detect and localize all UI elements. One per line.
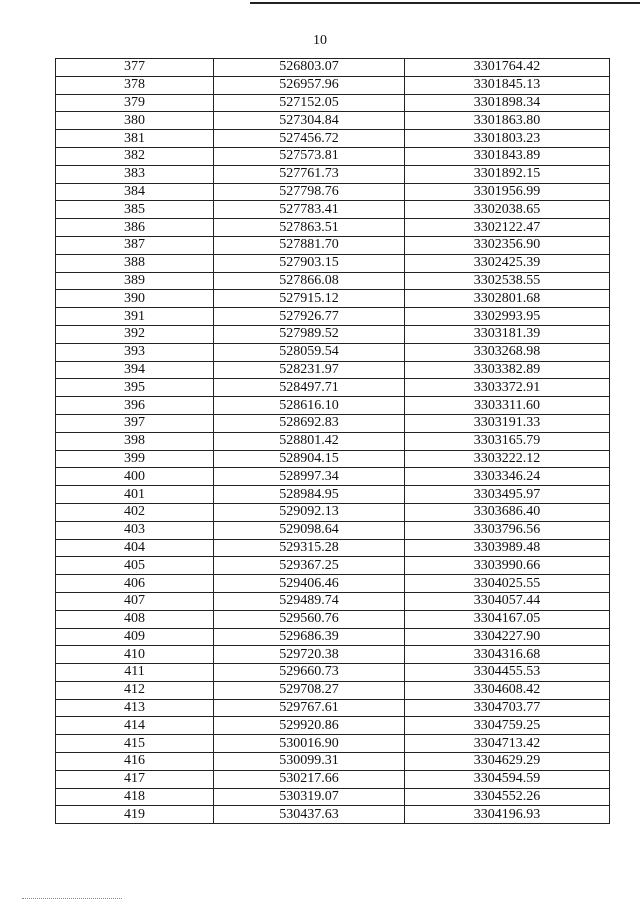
y-coordinate-cell: 3302425.39 [405, 254, 610, 272]
y-coordinate-cell: 3304455.53 [405, 664, 610, 682]
x-coordinate-cell: 529560.76 [214, 610, 405, 628]
x-coordinate-cell: 526803.07 [214, 59, 405, 77]
point-number-cell: 390 [56, 290, 214, 308]
table-row [56, 681, 610, 699]
coordinates-table-body [56, 59, 610, 824]
table-row [56, 219, 610, 237]
x-coordinate-cell: 527152.05 [214, 94, 405, 112]
y-coordinate-cell: 3303222.12 [405, 450, 610, 468]
x-coordinate-cell: 528231.97 [214, 361, 405, 379]
x-coordinate-cell: 529406.46 [214, 575, 405, 593]
point-number-cell: 385 [56, 201, 214, 219]
point-number-cell: 396 [56, 397, 214, 415]
table-row [56, 539, 610, 557]
y-coordinate-cell: 3304552.26 [405, 788, 610, 806]
point-number-cell: 411 [56, 664, 214, 682]
x-coordinate-cell: 529367.25 [214, 557, 405, 575]
point-number-cell: 416 [56, 753, 214, 771]
point-number-cell: 379 [56, 94, 214, 112]
point-number-cell: 399 [56, 450, 214, 468]
point-number-cell: 415 [56, 735, 214, 753]
x-coordinate-cell: 530437.63 [214, 806, 405, 824]
point-number-cell: 417 [56, 770, 214, 788]
table-row [56, 147, 610, 165]
y-coordinate-cell: 3303268.98 [405, 343, 610, 361]
table-row [56, 397, 610, 415]
y-coordinate-cell: 3303382.89 [405, 361, 610, 379]
y-coordinate-cell: 3302538.55 [405, 272, 610, 290]
x-coordinate-cell: 530016.90 [214, 735, 405, 753]
y-coordinate-cell: 3301956.99 [405, 183, 610, 201]
point-number-cell: 378 [56, 76, 214, 94]
point-number-cell: 388 [56, 254, 214, 272]
point-number-cell: 404 [56, 539, 214, 557]
table-row [56, 112, 610, 130]
y-coordinate-cell: 3301898.34 [405, 94, 610, 112]
y-coordinate-cell: 3303686.40 [405, 503, 610, 521]
x-coordinate-cell: 530217.66 [214, 770, 405, 788]
x-coordinate-cell: 529708.27 [214, 681, 405, 699]
y-coordinate-cell: 3302038.65 [405, 201, 610, 219]
x-coordinate-cell: 528904.15 [214, 450, 405, 468]
page-number: 10 [313, 33, 327, 48]
point-number-cell: 413 [56, 699, 214, 717]
table-row [56, 788, 610, 806]
table-row [56, 735, 610, 753]
table-row [56, 753, 610, 771]
y-coordinate-cell: 3304703.77 [405, 699, 610, 717]
y-coordinate-cell: 3304227.90 [405, 628, 610, 646]
y-coordinate-cell: 3304759.25 [405, 717, 610, 735]
x-coordinate-cell: 530099.31 [214, 753, 405, 771]
table-row [56, 59, 610, 77]
x-coordinate-cell: 529920.86 [214, 717, 405, 735]
x-coordinate-cell: 528692.83 [214, 414, 405, 432]
point-number-cell: 403 [56, 521, 214, 539]
point-number-cell: 397 [56, 414, 214, 432]
y-coordinate-cell: 3304167.05 [405, 610, 610, 628]
table-row [56, 432, 610, 450]
coordinates-table [55, 58, 610, 824]
y-coordinate-cell: 3304025.55 [405, 575, 610, 593]
x-coordinate-cell: 528984.95 [214, 486, 405, 504]
table-row [56, 628, 610, 646]
table-row [56, 379, 610, 397]
x-coordinate-cell: 529720.38 [214, 646, 405, 664]
scan-artifact-line [22, 898, 122, 899]
y-coordinate-cell: 3303372.91 [405, 379, 610, 397]
y-coordinate-cell: 3301863.80 [405, 112, 610, 130]
table-row [56, 414, 610, 432]
x-coordinate-cell: 528997.34 [214, 468, 405, 486]
table-row [56, 486, 610, 504]
y-coordinate-cell: 3303181.39 [405, 325, 610, 343]
table-row [56, 343, 610, 361]
x-coordinate-cell: 529660.73 [214, 664, 405, 682]
y-coordinate-cell: 3304316.68 [405, 646, 610, 664]
table-row [56, 183, 610, 201]
x-coordinate-cell: 527863.51 [214, 219, 405, 237]
y-coordinate-cell: 3304608.42 [405, 681, 610, 699]
table-row [56, 592, 610, 610]
point-number-cell: 384 [56, 183, 214, 201]
table-row [56, 165, 610, 183]
point-number-cell: 392 [56, 325, 214, 343]
table-row [56, 201, 610, 219]
x-coordinate-cell: 528059.54 [214, 343, 405, 361]
table-row [56, 557, 610, 575]
point-number-cell: 418 [56, 788, 214, 806]
x-coordinate-cell: 527866.08 [214, 272, 405, 290]
y-coordinate-cell: 3304629.29 [405, 753, 610, 771]
point-number-cell: 398 [56, 432, 214, 450]
point-number-cell: 391 [56, 308, 214, 326]
point-number-cell: 400 [56, 468, 214, 486]
y-coordinate-cell: 3304057.44 [405, 592, 610, 610]
table-row [56, 468, 610, 486]
y-coordinate-cell: 3302356.90 [405, 236, 610, 254]
table-row [56, 236, 610, 254]
x-coordinate-cell: 526957.96 [214, 76, 405, 94]
point-number-cell: 402 [56, 503, 214, 521]
x-coordinate-cell: 527456.72 [214, 130, 405, 148]
point-number-cell: 407 [56, 592, 214, 610]
x-coordinate-cell: 527798.76 [214, 183, 405, 201]
table-row [56, 130, 610, 148]
x-coordinate-cell: 530319.07 [214, 788, 405, 806]
point-number-cell: 383 [56, 165, 214, 183]
x-coordinate-cell: 527761.73 [214, 165, 405, 183]
x-coordinate-cell: 527881.70 [214, 236, 405, 254]
top-edge-line [250, 2, 640, 4]
x-coordinate-cell: 527573.81 [214, 147, 405, 165]
table-row [56, 308, 610, 326]
point-number-cell: 405 [56, 557, 214, 575]
y-coordinate-cell: 3303989.48 [405, 539, 610, 557]
point-number-cell: 412 [56, 681, 214, 699]
point-number-cell: 406 [56, 575, 214, 593]
table-row [56, 806, 610, 824]
point-number-cell: 380 [56, 112, 214, 130]
y-coordinate-cell: 3303311.60 [405, 397, 610, 415]
table-row [56, 254, 610, 272]
table-row [56, 646, 610, 664]
x-coordinate-cell: 529098.64 [214, 521, 405, 539]
table-row [56, 361, 610, 379]
table-row [56, 76, 610, 94]
x-coordinate-cell: 528616.10 [214, 397, 405, 415]
point-number-cell: 389 [56, 272, 214, 290]
y-coordinate-cell: 3303346.24 [405, 468, 610, 486]
y-coordinate-cell: 3304196.93 [405, 806, 610, 824]
y-coordinate-cell: 3303191.33 [405, 414, 610, 432]
table-row [56, 272, 610, 290]
x-coordinate-cell: 527989.52 [214, 325, 405, 343]
table-row [56, 664, 610, 682]
y-coordinate-cell: 3302801.68 [405, 290, 610, 308]
point-number-cell: 414 [56, 717, 214, 735]
table-row [56, 450, 610, 468]
table-row [56, 717, 610, 735]
point-number-cell: 377 [56, 59, 214, 77]
y-coordinate-cell: 3301843.89 [405, 147, 610, 165]
y-coordinate-cell: 3303495.97 [405, 486, 610, 504]
y-coordinate-cell: 3302993.95 [405, 308, 610, 326]
table-row [56, 290, 610, 308]
point-number-cell: 382 [56, 147, 214, 165]
point-number-cell: 387 [56, 236, 214, 254]
point-number-cell: 386 [56, 219, 214, 237]
x-coordinate-cell: 527915.12 [214, 290, 405, 308]
point-number-cell: 419 [56, 806, 214, 824]
y-coordinate-cell: 3301764.42 [405, 59, 610, 77]
y-coordinate-cell: 3303165.79 [405, 432, 610, 450]
x-coordinate-cell: 529686.39 [214, 628, 405, 646]
y-coordinate-cell: 3301892.15 [405, 165, 610, 183]
y-coordinate-cell: 3301803.23 [405, 130, 610, 148]
y-coordinate-cell: 3301845.13 [405, 76, 610, 94]
x-coordinate-cell: 527903.15 [214, 254, 405, 272]
x-coordinate-cell: 529767.61 [214, 699, 405, 717]
y-coordinate-cell: 3302122.47 [405, 219, 610, 237]
table-row [56, 575, 610, 593]
table-row [56, 94, 610, 112]
table-row [56, 770, 610, 788]
y-coordinate-cell: 3304713.42 [405, 735, 610, 753]
x-coordinate-cell: 529315.28 [214, 539, 405, 557]
table-row [56, 610, 610, 628]
x-coordinate-cell: 527783.41 [214, 201, 405, 219]
x-coordinate-cell: 527926.77 [214, 308, 405, 326]
point-number-cell: 401 [56, 486, 214, 504]
point-number-cell: 409 [56, 628, 214, 646]
point-number-cell: 393 [56, 343, 214, 361]
point-number-cell: 381 [56, 130, 214, 148]
y-coordinate-cell: 3304594.59 [405, 770, 610, 788]
y-coordinate-cell: 3303796.56 [405, 521, 610, 539]
point-number-cell: 410 [56, 646, 214, 664]
table-row [56, 503, 610, 521]
x-coordinate-cell: 529489.74 [214, 592, 405, 610]
x-coordinate-cell: 528801.42 [214, 432, 405, 450]
point-number-cell: 394 [56, 361, 214, 379]
table-row [56, 325, 610, 343]
point-number-cell: 408 [56, 610, 214, 628]
table-row [56, 699, 610, 717]
x-coordinate-cell: 527304.84 [214, 112, 405, 130]
x-coordinate-cell: 528497.71 [214, 379, 405, 397]
y-coordinate-cell: 3303990.66 [405, 557, 610, 575]
point-number-cell: 395 [56, 379, 214, 397]
table-row [56, 521, 610, 539]
x-coordinate-cell: 529092.13 [214, 503, 405, 521]
